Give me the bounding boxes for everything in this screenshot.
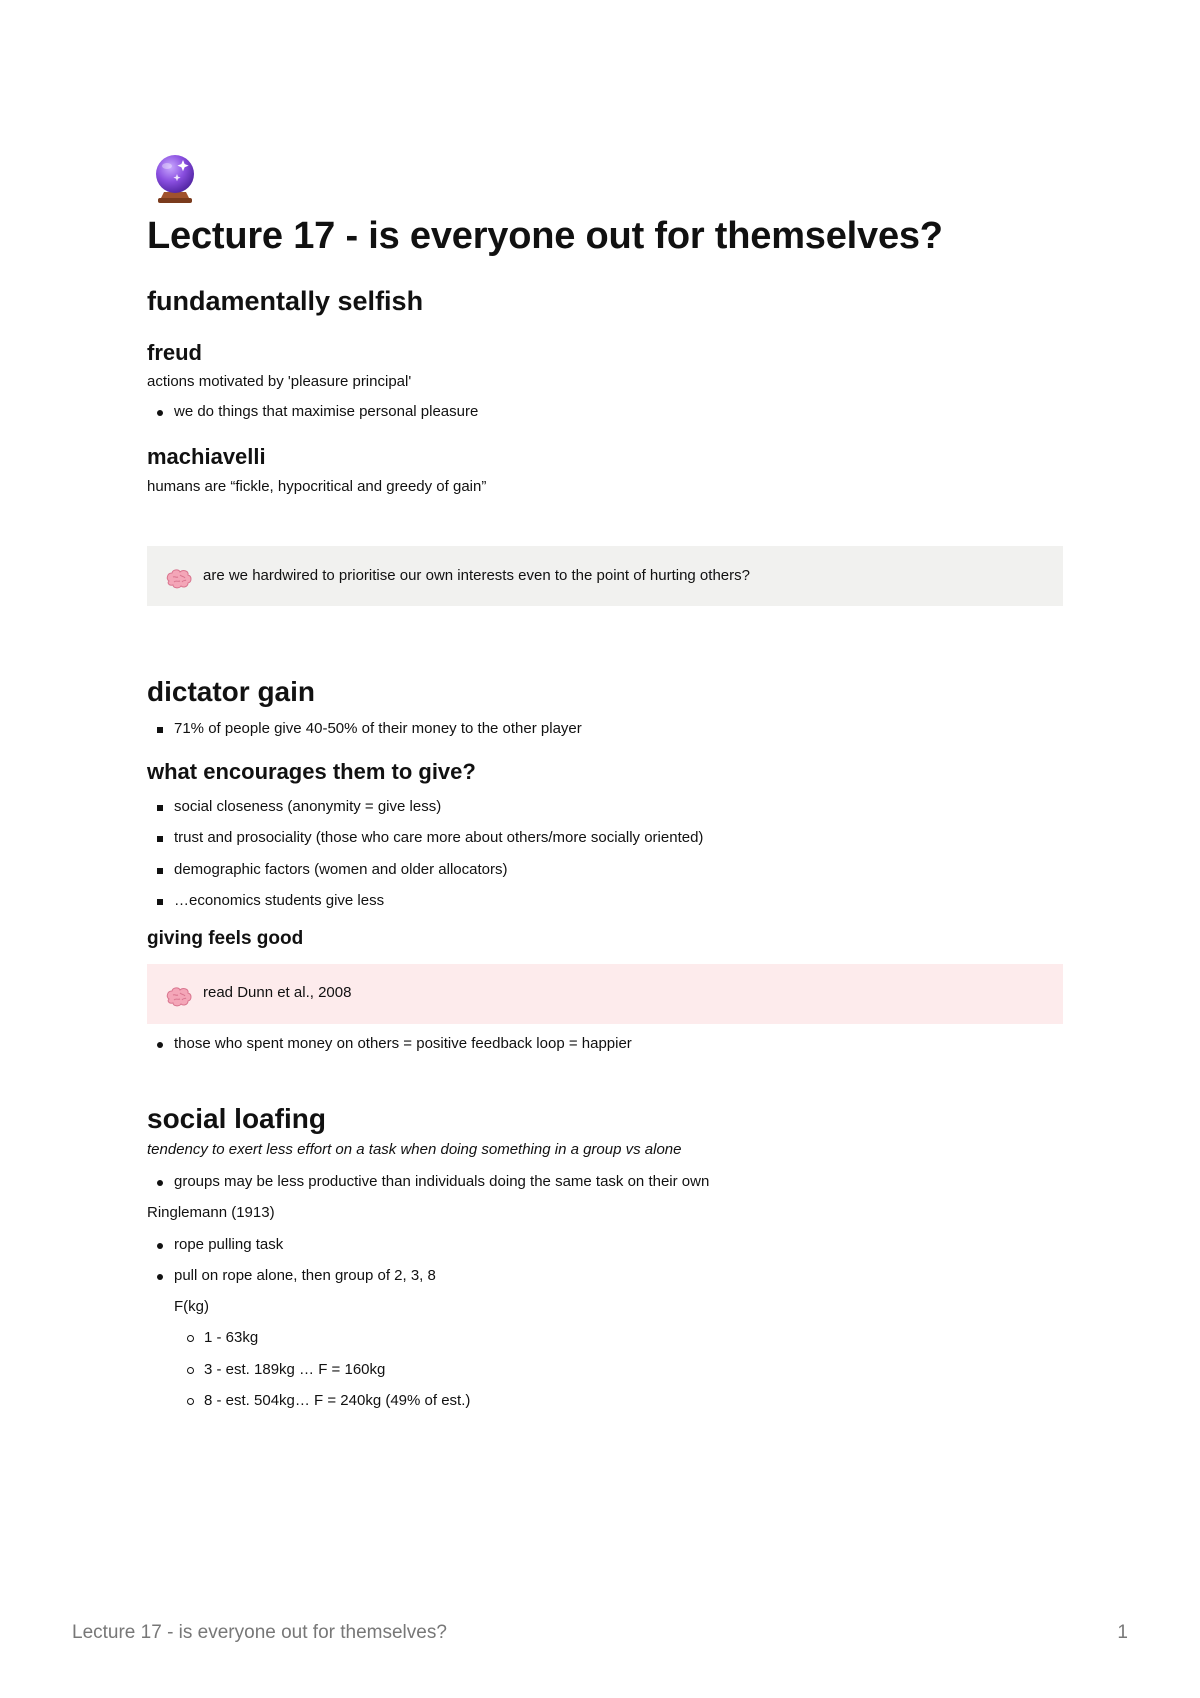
- heading-machiavelli: machiavelli: [147, 444, 266, 470]
- bullet-icon: [157, 727, 163, 733]
- machiavelli-text: humans are “fickle, hypocritical and greedy of gain”: [147, 477, 487, 495]
- list-item: …economics students give less: [147, 890, 1063, 913]
- bullet-icon: [187, 1398, 194, 1405]
- force-list: [174, 1327, 1063, 1413]
- giving-bullets: [147, 1033, 1063, 1056]
- heading-giving-feels-good: giving feels good: [147, 927, 304, 949]
- list-item: those who spent money on others = positive feedback loop = happier: [147, 1033, 1063, 1056]
- bullet-icon: [157, 1042, 163, 1048]
- force-label: F(kg): [174, 1297, 209, 1315]
- study-reference: Ringlemann (1913): [147, 1204, 275, 1222]
- callout-hardwired: [147, 546, 1063, 606]
- list-item: demographic factors (women and older allocators): [147, 859, 1063, 882]
- study-bullets: [147, 1234, 1063, 1288]
- list-item: rope pulling task: [147, 1234, 1063, 1257]
- force-block: [174, 1296, 1063, 1413]
- list-item: 1 - 63kg: [174, 1327, 1063, 1350]
- list-item: 8 - est. 504kg… F = 240kg (49% of est.): [174, 1390, 1063, 1413]
- footer-title: Lecture 17 - is everyone out for themselves?: [72, 1622, 447, 1643]
- list-item: 71% of people give 40-50% of their money to the other player: [147, 718, 1063, 741]
- heading-freud: freud: [147, 339, 202, 365]
- bullet-icon: [187, 1335, 194, 1342]
- list-item: we do things that maximise personal pleasure: [147, 401, 1063, 424]
- crystal-ball-icon: [147, 150, 203, 206]
- bullet-icon: [187, 1367, 194, 1374]
- heading-fundamentally-selfish: fundamentally selfish: [147, 285, 424, 316]
- bullet-icon: [157, 868, 163, 874]
- list-item: groups may be less productive than individuals doing the same task on their own: [147, 1171, 1063, 1194]
- brain-icon: [165, 567, 193, 591]
- freud-bullets: [147, 401, 1063, 424]
- callout-text: read Dunn et al., 2008: [203, 984, 352, 1002]
- list-item: social closeness (anonymity = give less): [147, 796, 1063, 819]
- freud-text: actions motivated by 'pleasure principal': [147, 373, 412, 391]
- dictator-bullets: [147, 718, 1063, 741]
- loafing-definition: tendency to exert less effort on a task when doing something in a group vs alone: [147, 1141, 682, 1159]
- encourage-bullets: [147, 796, 1063, 913]
- heading-social-loafing: social loafing: [147, 1103, 326, 1135]
- page-title: Lecture 17 - is everyone out for themselves?: [147, 215, 943, 257]
- loafing-bullets: [147, 1171, 1063, 1194]
- bullet-icon: [157, 1180, 163, 1186]
- page-number: 1: [1117, 1622, 1128, 1643]
- list-item: pull on rope alone, then group of 2, 3, 8: [147, 1265, 1063, 1288]
- list-item: trust and prosociality (those who care more about others/more socially oriented): [147, 827, 1063, 850]
- heading-dictator-gain: dictator gain: [147, 676, 316, 708]
- callout-text: are we hardwired to prioritise our own interests even to the point of hurting others?: [203, 567, 750, 585]
- bullet-icon: [157, 410, 163, 416]
- bullet-icon: [157, 836, 163, 842]
- heading-encourages: what encourages them to give?: [147, 759, 476, 785]
- callout-dunn: [147, 964, 1063, 1024]
- bullet-icon: [157, 805, 163, 811]
- document-page: [147, 150, 1063, 1413]
- bullet-icon: [157, 1274, 163, 1280]
- list-item: 3 - est. 189kg … F = 160kg: [174, 1359, 1063, 1382]
- brain-icon: [165, 985, 193, 1009]
- page-footer: [72, 1622, 1128, 1644]
- bullet-icon: [157, 899, 163, 905]
- bullet-icon: [157, 1243, 163, 1249]
